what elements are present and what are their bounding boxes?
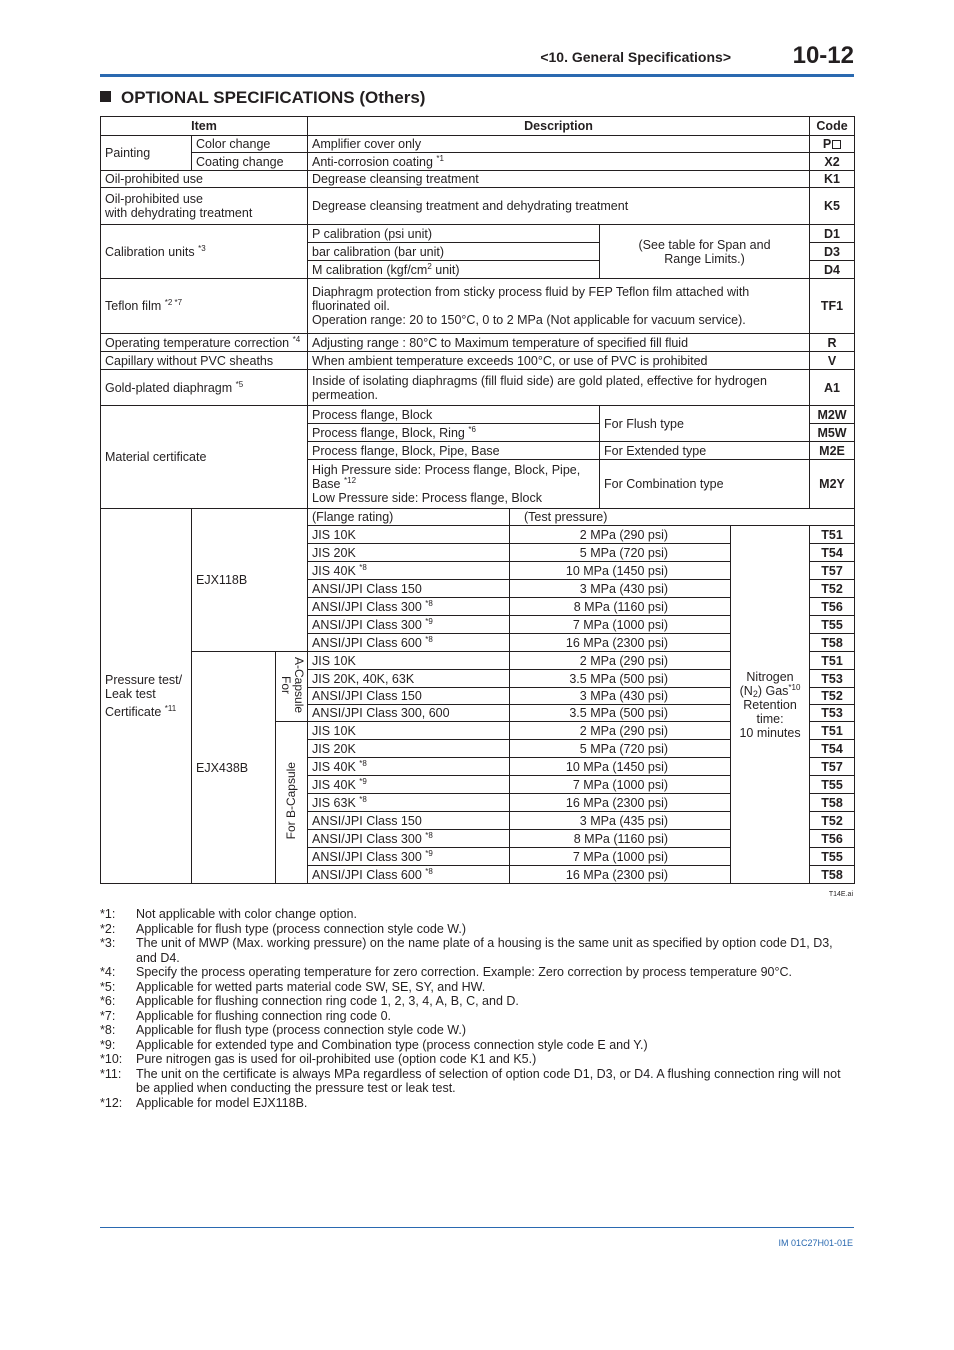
material-r4b: Base (312, 477, 341, 491)
test-pressure-header: (Test pressure) (510, 509, 855, 526)
footnote (100, 922, 854, 937)
footnote-ref: *12 (344, 476, 357, 485)
table-row (101, 171, 855, 188)
gas-cell (731, 526, 810, 884)
material-r4b-line (312, 477, 595, 491)
a-capsule-label-2: A-Capsule (291, 656, 306, 714)
painting-label: Painting (101, 136, 192, 171)
test-code: T54 (810, 740, 855, 758)
combination-type: For Combination type (600, 460, 810, 509)
test-code: T55 (810, 776, 855, 794)
footnote-text: The unit on the certificate is always MPa regardless of selection of option code D1, D3, or D4. A flushing connection ring will not be applied when conducting the pressure test or leak test. (136, 1066, 841, 1095)
color-change-code: P (822, 137, 832, 151)
footnote-key: *5: (100, 979, 116, 994)
blank-box-icon (832, 140, 841, 149)
coating-change-desc-cell (308, 153, 810, 171)
m-calibration-code: D4 (810, 261, 855, 279)
footnote-text: Applicable for flush type (process connection style code W.) (136, 1023, 467, 1037)
rating: ANSI/JPI Class 300, 600 (312, 706, 450, 720)
calibration-note-cell (600, 225, 810, 279)
footnote (100, 994, 854, 1009)
footnote-key: *8: (100, 1023, 116, 1037)
rating-cell (308, 866, 510, 884)
oil-prohibited-label: Oil-prohibited use (101, 171, 308, 188)
section-header: <10. General Specifications> (540, 49, 731, 65)
footnote-key: *9: (100, 1037, 116, 1052)
superscript: 2 (427, 261, 432, 271)
gas-line (735, 670, 805, 698)
table-row (101, 334, 855, 352)
footnote-key: *6: (100, 994, 116, 1008)
pressure-label-1: Pressure test/ (105, 673, 183, 687)
footnote (100, 1096, 854, 1111)
test-code: T58 (810, 794, 855, 812)
oil-dehyd-desc: Degrease cleansing treatment and dehydrating treatment (308, 188, 810, 225)
description-header: Description (308, 117, 810, 136)
rating: ANSI/JPI Class 150 (312, 689, 422, 703)
footnote-key: *1: (100, 907, 116, 921)
material-label: Material certificate (101, 406, 308, 509)
rating-cell (308, 776, 510, 794)
optemp-label: Operating temperature correction (105, 335, 290, 350)
flush-type: For Flush type (600, 406, 810, 442)
rating: JIS 40K (312, 563, 356, 578)
rating-cell (308, 848, 510, 866)
footnote-text: The unit of MWP (Max. working pressure) on the name plate of a housing is the same unit as specified by option code D1, D3, and D4. (136, 936, 833, 965)
coating-change-code: X2 (810, 153, 855, 171)
test-code: T57 (810, 758, 855, 776)
footnote-text: Applicable for flushing connection ring code 0. (136, 1008, 392, 1023)
color-change-label: Color change (192, 136, 308, 153)
test-pressure: 3 MPa (430 psi) (510, 688, 731, 705)
test-pressure: 16 MPa (2300 psi) (510, 794, 731, 812)
teflon-code: TF1 (810, 279, 855, 334)
footnote-ref: *8 (425, 866, 433, 876)
pressure-label-3-line (105, 705, 187, 719)
test-code: T52 (810, 688, 855, 705)
rating: JIS 40K (312, 777, 356, 792)
footnote-ref: *9 (425, 848, 433, 858)
footnote-ref: *8 (359, 794, 367, 804)
test-pressure: 8 MPa (1160 psi) (510, 598, 731, 616)
section-title (100, 88, 425, 108)
test-pressure: 3 MPa (435 psi) (510, 812, 731, 830)
pressure-label-3: Certificate (105, 705, 162, 719)
test-code: T52 (810, 580, 855, 598)
coating-change-label: Coating change (192, 153, 308, 171)
test-pressure: 16 MPa (2300 psi) (510, 634, 731, 652)
material-r1-code: M2W (810, 406, 855, 424)
retention-1: Retention time: (743, 697, 797, 726)
table-row (101, 370, 855, 406)
table-row (101, 406, 855, 424)
m-calibration-cell (308, 261, 600, 279)
test-pressure: 5 MPa (720 psi) (510, 544, 731, 562)
p-calibration: P calibration (psi unit) (308, 225, 600, 243)
m-calibration-post: unit) (431, 262, 460, 277)
test-code: T56 (810, 830, 855, 848)
subscript: 2 (752, 688, 758, 699)
code-header: Code (810, 117, 855, 136)
oil-dehyd-label-1: Oil-prohibited use (105, 192, 203, 206)
calibration-note-1: (See table for Span and (638, 237, 771, 252)
rating: ANSI/JPI Class 150 (312, 581, 422, 596)
rating-cell (308, 705, 510, 722)
test-pressure: 3 MPa (430 psi) (510, 580, 731, 598)
table-header-row (101, 117, 855, 136)
rating-cell (308, 544, 510, 562)
optemp-label-cell (101, 334, 308, 352)
capillary-label: Capillary without PVC sheaths (101, 352, 308, 370)
rating-cell (308, 688, 510, 705)
capillary-code: V (810, 352, 855, 370)
rating: ANSI/JPI Class 300 (312, 849, 422, 864)
test-pressure: 16 MPa (2300 psi) (510, 866, 731, 884)
footnote-key: *12: (100, 1095, 123, 1110)
footnote-key: *7: (100, 1008, 116, 1023)
b-capsule-label-cell (276, 722, 308, 884)
footnote-text: Specify the process operating temperature for zero correction. Example: Zero correction by process temperature 90°C. (136, 965, 792, 979)
footnote-ref: *8 (425, 830, 433, 840)
test-pressure: 3.5 MPa (500 psi) (510, 705, 731, 722)
gas-post: ) Gas (757, 683, 789, 698)
test-pressure: 10 MPa (1450 psi) (510, 562, 731, 580)
material-r4-code: M2Y (810, 460, 855, 509)
footnote-ref: *2 *7 (164, 298, 183, 307)
test-pressure: 8 MPa (1160 psi) (510, 830, 731, 848)
rating-cell (308, 758, 510, 776)
material-r2-code: M5W (810, 424, 855, 442)
rating-cell (308, 526, 510, 544)
rating-cell (308, 830, 510, 848)
teflon-desc-cell (308, 279, 810, 334)
test-code: T51 (810, 652, 855, 670)
test-pressure: 7 MPa (1000 psi) (510, 616, 731, 634)
footnote-ref: *9 (425, 616, 433, 626)
rating-cell (308, 634, 510, 652)
oil-dehyd-code: K5 (810, 188, 855, 225)
test-code: T54 (810, 544, 855, 562)
footnote (100, 936, 854, 965)
footnote-text: Not applicable with color change option. (136, 907, 357, 921)
footnote (100, 1009, 854, 1024)
material-r2-cell (308, 424, 600, 442)
material-r4a: High Pressure side: Process flange, Block, Pipe, (312, 463, 581, 477)
gold-desc-2: permeation. (312, 387, 379, 402)
item-header: Item (101, 117, 308, 136)
test-code: T51 (810, 722, 855, 740)
footnote-ref: *6 (468, 424, 476, 434)
rating-cell (308, 812, 510, 830)
footnote-text: Pure nitrogen gas is used for oil-prohibited use (option code K1 and K5.) (136, 1052, 537, 1066)
gold-desc-1: Inside of isolating diaphragms (fill fluid side) are gold plated, effective for hydrogen (312, 373, 767, 388)
footnote-ref: *8 (359, 758, 367, 768)
page-number: 10-12 (792, 42, 854, 69)
rating: ANSI/JPI Class 300 (312, 831, 422, 846)
test-pressure: 2 MPa (290 psi) (510, 722, 731, 740)
footnote-text: Applicable for flush type (process connection style code W.) (136, 921, 467, 936)
footnote-text: Applicable for model EJX118B. (136, 1095, 308, 1110)
optional-specs-table (100, 116, 855, 884)
footnote-ref: *8 (425, 634, 433, 644)
footnote-text: Applicable for flushing connection ring code 1, 2, 3, 4, A, B, C, and D. (136, 994, 519, 1008)
rating: ANSI/JPI Class 300 (312, 599, 422, 614)
rating-cell (308, 722, 510, 740)
material-r1: Process flange, Block (308, 406, 600, 424)
teflon-desc-1: Diaphragm protection from sticky process fluid by FEP Teflon film attached with (312, 285, 750, 299)
coating-change-desc: Anti-corrosion coating (312, 154, 433, 169)
gold-desc-cell (308, 370, 810, 406)
m-calibration-pre: M calibration (kgf/cm (312, 262, 428, 277)
gold-label: Gold-plated diaphragm (105, 380, 233, 395)
optemp-code: R (810, 334, 855, 352)
footnote-ref: *8 (359, 562, 367, 572)
figure-id: T14E.ai (828, 891, 853, 898)
test-pressure: 3.5 MPa (500 psi) (510, 670, 731, 688)
ejx438b-label: EJX438B (192, 652, 276, 884)
capillary-desc: When ambient temperature exceeds 100°C, or use of PVC is prohibited (308, 352, 810, 370)
section-title-text: OPTIONAL SPECIFICATIONS (Others) (121, 88, 426, 107)
test-code: T56 (810, 598, 855, 616)
teflon-desc-3: Operation range: 20 to 150°C, 0 to 2 MPa (Not applicable for vacuum service). (312, 313, 746, 327)
footnote-ref: *10 (788, 682, 801, 692)
pressure-label-cell (101, 509, 192, 884)
oil-dehyd-label-2: with dehydrating treatment (105, 206, 253, 220)
bullet-square-icon (100, 91, 111, 102)
footnote-key: *3: (100, 936, 116, 950)
footnote-ref: *3 (198, 243, 206, 253)
footnote-text: Applicable for extended type and Combination type (process connection style code E and Y.) (136, 1037, 648, 1052)
gas-pre: Nitrogen (N (739, 669, 794, 698)
gold-label-cell (101, 370, 308, 406)
footnote (100, 1038, 854, 1053)
material-r2: Process flange, Block, Ring (312, 425, 465, 440)
footnote (100, 1023, 854, 1038)
teflon-label-cell (101, 279, 308, 334)
b-capsule-label: For B-Capsule (284, 762, 298, 840)
footnote-ref: *5 (235, 379, 244, 389)
teflon-label: Teflon film (105, 299, 162, 313)
footnote (100, 1052, 854, 1067)
footnote (100, 965, 854, 980)
pressure-label-2: Leak test (105, 687, 156, 701)
rating: JIS 20K (312, 741, 356, 756)
test-pressure: 2 MPa (290 psi) (510, 526, 731, 544)
rating: JIS 20K (312, 545, 356, 560)
material-r4-cell (308, 460, 600, 509)
test-pressure: 7 MPa (1000 psi) (510, 776, 731, 794)
retention-2: 10 minutes (739, 725, 801, 740)
footnote-ref: *4 (292, 334, 301, 344)
document-id: IM 01C27H01-01E (778, 1238, 853, 1248)
footnote-key: *11: (100, 1066, 122, 1081)
a-capsule-label-cell (276, 652, 308, 722)
footnote-ref: *1 (436, 153, 444, 163)
a-capsule-label (279, 657, 305, 713)
rating-cell (308, 598, 510, 616)
footnote (100, 907, 854, 922)
footnote-key: *4: (100, 965, 116, 979)
footnote-ref: *8 (425, 598, 433, 608)
rating-cell (308, 794, 510, 812)
rating-cell (308, 740, 510, 758)
oil-prohibited-desc: Degrease cleansing treatment (308, 171, 810, 188)
p-calibration-code: D1 (810, 225, 855, 243)
test-pressure: 10 MPa (1450 psi) (510, 758, 731, 776)
material-r3-code: M2E (810, 442, 855, 460)
color-change-desc: Amplifier cover only (308, 136, 810, 153)
gold-code: A1 (810, 370, 855, 406)
table-row (101, 509, 855, 526)
rating-cell (308, 580, 510, 598)
calibration-note-2: Range Limits.) (664, 251, 745, 266)
teflon-desc-2: fluorinated oil. (312, 299, 390, 313)
footnote-text: Applicable for wetted parts material code SW, SE, SY, and HW. (136, 979, 486, 994)
rating: JIS 10K (312, 723, 356, 738)
a-capsule-label-1: For (278, 676, 293, 694)
optemp-desc: Adjusting range : 80°C to Maximum temperature of specified fill fluid (308, 334, 810, 352)
header-rule (100, 74, 854, 77)
calibration-label: Calibration units (105, 244, 195, 259)
rating-cell (308, 652, 510, 670)
test-code: T53 (810, 670, 855, 688)
oil-prohibited-code: K1 (810, 171, 855, 188)
rating: JIS 10K (312, 653, 356, 668)
footnote-key: *2: (100, 921, 116, 936)
footnote-ref: *11 (164, 704, 177, 713)
rating: JIS 20K, 40K, 63K (312, 671, 415, 686)
rating: JIS 40K (312, 759, 356, 774)
rating: JIS 10K (312, 527, 356, 542)
test-code: T58 (810, 866, 855, 884)
flange-rating-header: (Flange rating) (308, 509, 510, 526)
calibration-label-cell (101, 225, 308, 279)
test-code: T55 (810, 616, 855, 634)
bar-calibration-code: D3 (810, 243, 855, 261)
test-code: T58 (810, 634, 855, 652)
material-r3: Process flange, Block, Pipe, Base (308, 442, 600, 460)
material-r4c: Low Pressure side: Process flange, Block (312, 491, 542, 505)
rating: ANSI/JPI Class 600 (312, 867, 422, 882)
test-pressure: 2 MPa (290 psi) (510, 652, 731, 670)
test-code: T52 (810, 812, 855, 830)
table-row (101, 153, 855, 171)
table-row (101, 225, 855, 243)
test-code: T55 (810, 848, 855, 866)
oil-dehyd-label-cell (101, 188, 308, 225)
rating-cell (308, 670, 510, 688)
footnote (100, 980, 854, 995)
test-code: T53 (810, 705, 855, 722)
test-pressure: 5 MPa (720 psi) (510, 740, 731, 758)
ejx118b-label: EJX118B (192, 509, 308, 652)
footnote-key: *10: (100, 1052, 123, 1066)
table-row (101, 279, 855, 334)
footnote-ref: *9 (359, 776, 367, 786)
rating: ANSI/JPI Class 600 (312, 635, 422, 650)
rating: ANSI/JPI Class 300 (312, 617, 422, 632)
table-row (101, 136, 855, 153)
footer-rule (100, 1227, 854, 1228)
code-cell (810, 136, 855, 153)
rating-cell (308, 616, 510, 634)
test-code: T57 (810, 562, 855, 580)
extended-type: For Extended type (600, 442, 810, 460)
test-code: T51 (810, 526, 855, 544)
footnotes (100, 907, 854, 1110)
table-row (101, 352, 855, 370)
footnote (100, 1067, 854, 1096)
rating: ANSI/JPI Class 150 (312, 813, 422, 828)
rating-cell (308, 562, 510, 580)
table-row (101, 188, 855, 225)
test-pressure: 7 MPa (1000 psi) (510, 848, 731, 866)
rating: JIS 63K (312, 795, 356, 810)
bar-calibration: bar calibration (bar unit) (308, 243, 600, 261)
